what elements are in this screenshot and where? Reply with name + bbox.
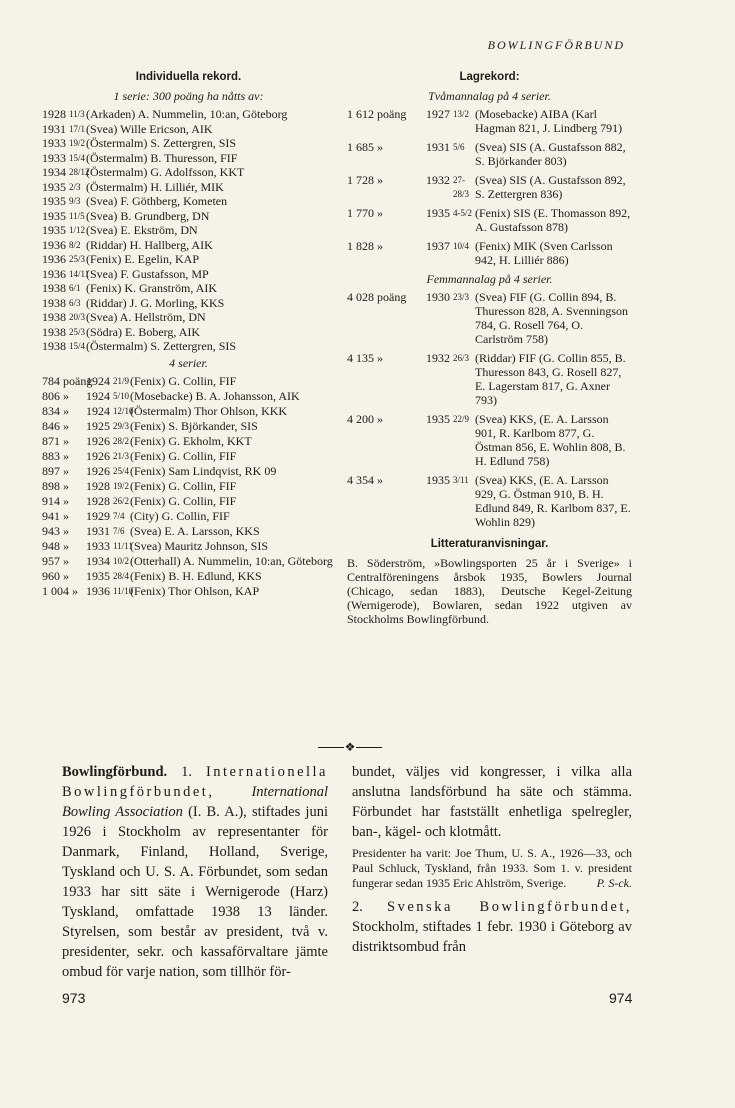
section-divider [318,740,382,755]
record-row [42,107,335,121]
record-points: 914 » [42,494,69,508]
p1-number: 1. [181,764,192,780]
record-text: (Fenix) SIS (E. Thomasson 892, A. Gustafsson 878) [475,206,631,234]
p1-spaced-title: Internationella Bowlingförbundet, [62,764,328,800]
record-points: 960 » [42,569,69,583]
record-year: 1926 [86,464,110,478]
record-year: 1936 [86,584,110,598]
record-year: 1936 [42,266,66,281]
record-date: 25/4 [113,466,130,476]
record-points: 784 poäng [42,374,93,388]
record-year: 1926 [86,449,110,463]
record-date: 13/2 [453,109,470,119]
record-text: (Östermalm) H. Lilliér, MIK [86,179,224,194]
record-text: (Fenix) G. Ekholm, KKT [130,434,252,448]
record-date: 22/9 [453,414,470,424]
record-row [42,509,335,523]
record-row [42,325,335,339]
record-text: (Fenix) G. Collin, FIF [130,374,237,388]
record-date: 25/3 [69,326,86,337]
record-points: 4 354 » [347,473,383,487]
record-row [42,569,335,583]
record-text: (Svea) Wille Ericson, AIK [86,121,213,136]
team-record-row [347,239,632,267]
record-year: 1934 [86,554,110,568]
record-text: (Fenix) G. Collin, FIF [130,494,237,508]
record-text: (Svea) SIS (A. Gustafsson 882, S. Björkander 803) [475,140,626,168]
record-row [42,404,335,418]
five-man-label: Femmannalag på 4 serier. [426,272,553,286]
record-row [42,449,335,463]
literature-text: B. Söderström, »Bowlingsporten 25 år i Sverige» i Centralföreningens årsbok 1935, Bowlers Journal (Chicago, sedan 1883), Deutsche Kegel-Zeitung (Wernigerode), Bowlaren, sedan 1922 utgiven av Stockholms Bowlingförbund. [347,556,632,626]
record-text: (Svea) E. A. Larsson, KKS [130,524,260,538]
record-year: 1928 [86,479,110,493]
record-date: 28/2 [113,436,130,446]
record-row [42,339,335,353]
record-year: 1924 [86,404,110,418]
page-number-right: 974 [609,990,633,1006]
record-date: 25/3 [69,254,86,264]
record-date: 10/2 [113,556,130,566]
team-record-row [347,473,632,529]
record-points: 898 » [42,479,69,493]
record-date: 11/11 [113,541,133,551]
record-year: 1932 [426,351,450,365]
record-text: (Fenix) B. H. Edlund, KKS [130,569,262,583]
record-text: (Svea) A. Hellström, DN [86,310,206,324]
record-row [42,419,335,433]
record-text: (Riddar) FIF (G. Collin 855, B. Thuresson 843, G. Rosell 827, E. Lagerstam 817, G. Axner 793) [475,351,626,407]
record-text: (Fenix) S. Björkander, SIS [130,419,258,433]
page-number-left: 973 [62,990,86,1006]
record-points: 846 » [42,419,69,433]
signature: P. S-ck. [596,876,632,890]
record-date: 23/3 [453,292,470,302]
record-row [42,165,335,179]
record-year: 1924 [86,389,110,403]
record-text: (Riddar) H. Hallberg, AIK [86,237,213,252]
record-row [42,434,335,448]
record-row [42,464,335,478]
records-4-serier [42,374,335,598]
record-row [42,524,335,538]
record-date: 2/3 [69,181,81,192]
team-record-row [347,206,632,234]
record-year: 1929 [86,509,110,523]
record-date: 17/1 [69,123,86,134]
team-records-heading: Lagrekord: [459,71,520,83]
record-row [42,281,335,295]
record-row [42,479,335,493]
series1-label: 1 serie: 300 poäng ha nåtts av: [113,89,264,103]
record-date: 19/2 [69,138,86,148]
record-points: 957 » [42,554,69,568]
record-year: 1926 [86,434,110,448]
record-year: 1938 [42,310,66,324]
team-record-row [347,107,632,135]
record-date: 14/11 [69,268,90,279]
record-year: 1931 [86,524,110,538]
record-year: 1935 [86,569,110,583]
two-man-records [347,107,632,267]
record-date: 20/3 [69,312,86,322]
record-date: 3/11 [453,475,469,485]
record-row [42,539,335,553]
record-year: 1938 [42,324,66,339]
record-row [42,238,335,252]
record-year: 1935 [42,223,66,237]
record-year: 1930 [426,290,450,304]
record-row [42,494,335,508]
record-row [42,122,335,136]
record-row [42,267,335,281]
record-year: 1932 [426,173,450,187]
record-year: 1935 [42,179,66,194]
record-text: (Riddar) J. G. Morling, KKS [86,295,225,310]
article-left [62,762,328,982]
record-points: 897 » [42,464,69,478]
p1-text: (I. B. A.), stiftades juni 1926 i Stockholm av representanter för Danmark, Finland, Holland, Sverige, Tyskland och U. S. A. Förbundet, som sedan 1933 har sitt säte i Wernigerode (Harz) Tyskland, omfattade 1938 13 länder. Styrelsen, som består av president, två v. presidenter, sekr. och kassaförvaltare jämte ombud för varje nation, som tillhör för- [62,804,328,980]
record-text: (Fenix) G. Collin, FIF [130,479,237,493]
record-date: 21/9 [113,376,130,386]
record-row [42,151,335,165]
article-head: Bowlingförbund. [62,764,168,780]
record-year: 1935 [42,208,66,223]
record-text: (Svea) SIS (A. Gustafsson 892, S. Zettergren 836) [475,173,626,201]
running-head: BOWLINGFÖRBUND [487,38,625,52]
record-date: 6/3 [69,297,81,308]
record-text: (Svea) F. Göthberg, Kometen [86,194,228,208]
p2-number: 2. [352,899,363,915]
record-text: (Arkaden) A. Nummelin, 10:an, Göteborg [86,107,288,121]
record-year: 1931 [426,140,450,154]
record-date: 19/2 [113,481,130,491]
record-date: 21/3 [113,451,130,461]
presidents-note [352,846,632,891]
record-text: (Fenix) MIK (Sven Carlsson 942, H. Lilliér 886) [475,239,613,267]
record-row [42,389,335,403]
record-date: 10/4 [453,241,470,251]
p1-italic: International Bowling Association [62,784,328,820]
series4-label: 4 serier. [169,356,208,370]
literature-heading: Litteraturanvisningar. [430,538,549,550]
record-points: 1 828 » [347,239,383,253]
left-column [42,70,335,599]
record-year: 1935 [42,194,66,208]
record-year: 1935 [426,206,450,220]
record-text: (Östermalm) B. Thuresson, FIF [86,150,238,165]
record-text: (Otterhall) A. Nummelin, 10:an, Göteborg [130,554,333,568]
record-text: (Mosebacke) B. A. Johansson, AIK [130,389,300,403]
record-row [42,374,335,388]
record-text: (City) G. Collin, FIF [130,509,230,523]
team-record-row [347,412,632,468]
record-row [42,554,335,568]
five-man-records [347,290,632,529]
record-year: 1936 [42,252,66,266]
record-text: (Svea) E. Ekström, DN [86,223,198,237]
record-date: 1/12 [69,225,86,235]
record-date: 9/3 [69,196,81,206]
record-text: (Svea) FIF (G. Collin 894, B. Thuresson 828, A. Svenningson 784, G. Rosell 764, O. Carlström 758) [475,290,628,346]
record-points: 871 » [42,434,69,448]
record-text: (Svea) KKS, (E. A. Larsson 901, R. Karlbom 877, G. Östman 856, E. Wohlin 808, B. H. Edlund 758) [475,412,626,468]
record-year: 1933 [86,539,110,553]
record-year: 1933 [42,150,66,165]
record-year: 1935 [426,473,450,487]
record-date: 26/2 [113,496,130,506]
record-row [42,296,335,310]
record-year: 1936 [42,237,66,252]
record-text: (Fenix) G. Collin, FIF [130,449,237,463]
right-column [347,70,632,626]
record-date: 26/3 [453,353,470,363]
record-year: 1938 [42,295,66,310]
record-row [42,136,335,150]
record-date: 5/6 [453,142,465,152]
record-text: (Svea) B. Grundberg, DN [86,208,210,223]
record-date: 12/10 [113,406,134,416]
record-text: (Mosebacke) AIBA (Karl Hagman 821, J. Lindberg 791) [475,107,623,135]
record-text: (Fenix) K. Granström, AIK [86,281,217,295]
record-date: 7/4 [113,511,125,521]
record-text: (Östermalm) S. Zettergren, SIS [86,136,237,150]
record-row [42,223,335,237]
team-record-row [347,290,632,346]
record-date: 4-5/2 [453,208,472,218]
p1-continued: bundet, väljes vid kongresser, i vilka alla anslutna landsförbund ha säte och stämma. Förbundet har fastställt enhetliga spelregler, ban-, kägel- och klotmått. [352,764,632,840]
record-text: (Östermalm) S. Zettergren, SIS [86,339,237,353]
record-points: 806 » [42,389,69,403]
p2-spaced-title: Svenska Bowlingförbundet, [387,899,632,915]
record-date: 6/1 [69,283,81,293]
ornament-icon: ❖ [344,740,356,754]
record-date: 15/4 [69,341,86,351]
record-points: 1 728 » [347,173,383,187]
record-text: (Östermalm) Thor Ohlson, KKK [130,404,288,418]
record-year: 1933 [42,136,66,150]
record-year: 1927 [426,107,450,121]
record-row [42,310,335,324]
record-date: 11/5 [69,210,85,221]
record-text: (Södra) E. Boberg, AIK [86,324,201,339]
record-date: 8/2 [69,239,81,250]
individual-records-heading: Individuella rekord. [135,71,242,83]
record-date: 11/10 [113,586,134,596]
team-record-row [347,351,632,407]
record-row [42,252,335,266]
record-date: 7/6 [113,526,125,536]
record-year: 1928 [86,494,110,508]
record-points: 834 » [42,404,69,418]
record-year: 1937 [426,239,450,253]
record-points: 4 200 » [347,412,383,426]
p2 [352,897,632,957]
presidents-text: Presidenter ha varit: Joe Thum, U. S. A., 1926—33, och Paul Schluck, Tyskland, från 1933. Som 1. v. president fungerar sedan 1935 Eric Ahlström, Sverige. [352,846,632,890]
record-year: 1928 [42,107,66,121]
record-date: 11/3 [69,109,85,119]
record-text: (Fenix) E. Egelin, KAP [86,252,199,266]
record-points: 4 135 » [347,351,383,365]
record-date: 27-28/3 [453,175,470,199]
record-year: 1938 [42,281,66,295]
record-row [42,194,335,208]
records-1-serie [42,107,335,353]
record-date: 28/4 [113,571,130,581]
record-text: (Fenix) Thor Ohlson, KAP [130,584,260,598]
record-points: 1 612 poäng [347,107,407,121]
record-date: 5/10 [113,391,130,401]
record-points: 1 770 » [347,206,383,220]
record-points: 1 004 » [42,584,78,598]
record-points: 943 » [42,524,69,538]
record-row [42,180,335,194]
record-points: 948 » [42,539,69,553]
record-year: 1931 [42,121,66,136]
record-year: 1938 [42,339,66,353]
two-man-label: Tvåmannalag på 4 serier. [428,89,551,103]
team-record-row [347,173,632,201]
team-record-row [347,140,632,168]
record-year: 1934 [42,165,66,179]
record-text: (Svea) KKS, (E. A. Larsson 929, G. Östman 910, B. H. Edlund 849, R. Karlbom 837, E. Wohlin 829) [475,473,631,529]
record-text: (Svea) F. Gustafsson, MP [86,266,209,281]
p2-text: Stockholm, stiftades 1 febr. 1930 i Göteborg av distriktsombud från [352,919,632,955]
record-text: (Östermalm) G. Adolfsson, KKT [86,165,245,179]
record-date: 15/4 [69,152,86,163]
article-right [352,762,632,957]
record-row [42,584,335,598]
record-points: 4 028 poäng [347,290,407,304]
record-points: 941 » [42,509,69,523]
record-date: 28/12 [69,167,90,177]
record-text: (Svea) Mauritz Johnson, SIS [130,539,268,553]
record-row [42,209,335,223]
record-year: 1935 [426,412,450,426]
record-year: 1924 [86,374,110,388]
record-year: 1925 [86,419,110,433]
record-points: 883 » [42,449,69,463]
record-date: 29/3 [113,421,130,431]
record-points: 1 685 » [347,140,383,154]
record-text: (Fenix) Sam Lindqvist, RK 09 [130,464,277,478]
